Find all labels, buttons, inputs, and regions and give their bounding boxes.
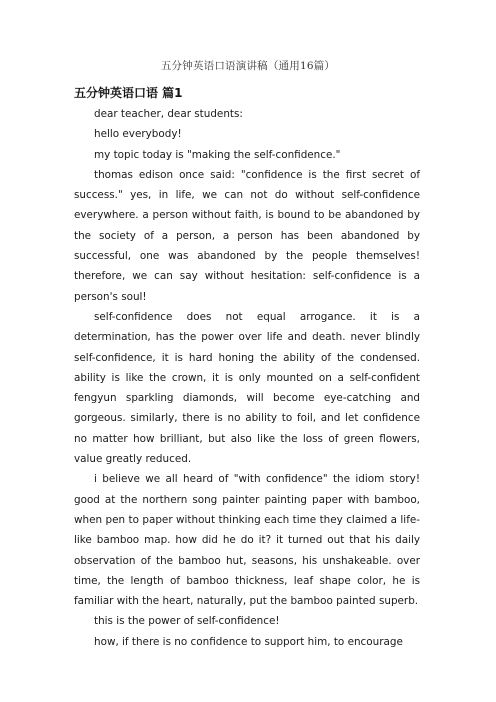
document-header: 五分钟英语口语演讲稿（通用16篇） xyxy=(160,60,336,72)
body-paragraph: thomas edison once said: "confidence is the first secret of success." yes, in life, we can not do without self-confidence everywhere. a person without faith, is bound to be abandoned by the society of a person, a person has been abandoned by successful, one was abandoned by the people themselves! therefore, we can say without hesitation: self-confidence is a person's soul! xyxy=(74,168,420,303)
body-paragraph: self-confidence does not equal arrogance. it is a determination, has the power over life and death. never blindly self-confidence, it is hard honing the ability of the condensed. ability is like the crown, it is only mounted on a self-confident fengyun sparkling diamonds, will become eye-catching and gorgeous. similarly, there is no ability to foil, and let confidence no matter how brilliant, but also like the loss of green flowers, value greatly reduced. xyxy=(74,310,420,466)
body-paragraph: i believe we all heard of "with confidence" the idiom story! good at the northern song painter painting paper with bamboo, when pen to paper without thinking each time they claimed a life-like bamboo map. how did he do it? it turned out that his daily observation of the bamboo hut, seasons, his unshakeable. over time, the length of bamboo thickness, leaf shape color, he is familiar with the heart, naturally, put the bamboo painted superb. xyxy=(74,473,420,608)
topic-paragraph: my topic today is "making the self-confidence." xyxy=(94,148,341,161)
salutation-paragraph: dear teacher, dear students: xyxy=(94,108,243,120)
document-body xyxy=(74,104,420,652)
body-paragraph: this is the power of self-confidence! xyxy=(94,615,280,628)
body-paragraph: how, if there is no confidence to support him, to encourage xyxy=(94,635,403,648)
section-heading: 五分钟英语口语 篇1 xyxy=(74,86,183,100)
greeting-paragraph: hello everybody! xyxy=(94,128,182,141)
